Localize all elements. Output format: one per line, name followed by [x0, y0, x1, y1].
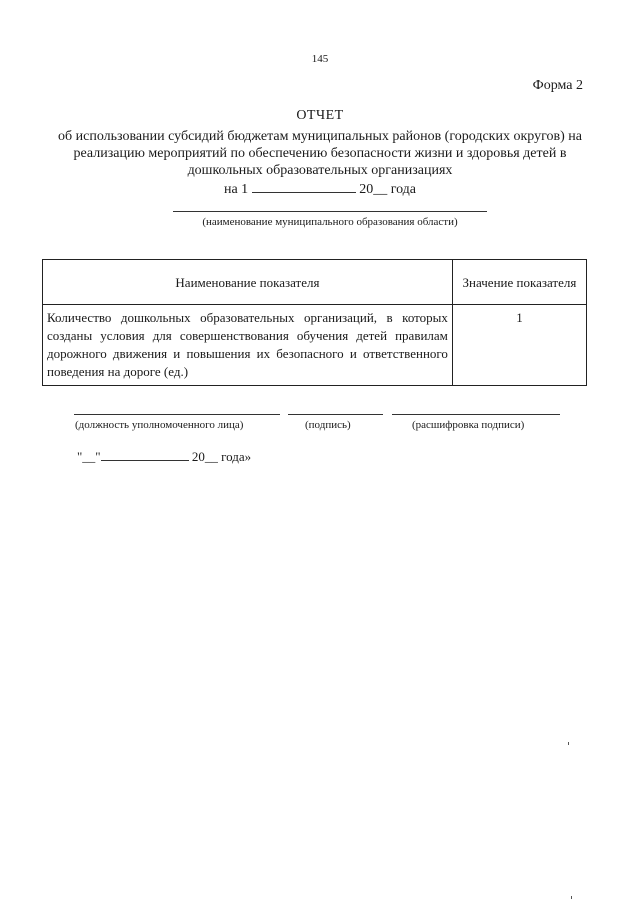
org-name-line	[173, 211, 487, 212]
header-indicator-value: Значение показателя	[452, 260, 586, 305]
indicator-name-cell	[43, 305, 453, 386]
indicator-value-text: 1	[516, 310, 523, 325]
signature-caption: (подпись)	[305, 419, 351, 431]
scan-speck	[571, 896, 572, 899]
sign-date-month-blank	[101, 447, 189, 461]
report-subtitle: об использовании субсидий бюджетам муниципальных районов (городских округов) на реализацию мероприятий по обеспечению безопасности жизни и здоровья детей в дошкольных образовательных организациях	[58, 129, 582, 178]
page-number: 145	[311, 53, 329, 65]
header-indicator-name: Наименование показателя	[43, 260, 453, 305]
table-row	[43, 305, 587, 386]
decoding-line	[392, 414, 560, 415]
report-date-prefix: на 1	[223, 182, 249, 197]
sign-date-year: 20__ года»	[191, 449, 252, 464]
scan-speck	[568, 742, 569, 745]
indicator-value-cell	[452, 305, 586, 386]
signature-line	[288, 414, 383, 415]
sign-date-line	[77, 447, 251, 465]
form-label: Форма 2	[532, 78, 583, 93]
sign-date-day: "__"	[77, 449, 101, 464]
report-date-blank	[252, 179, 356, 193]
indicator-name-text: Количество дошкольных образовательных организаций, в которых созданы условия для совершенствования обучения детей правилам дорожного движения и повышения их безопасного и ответственного поведения на дороге (ед.)	[47, 310, 448, 379]
table-header-row	[43, 260, 587, 305]
position-line	[74, 414, 280, 415]
org-name-caption: (наименование муниципального образования области)	[202, 216, 458, 228]
indicators-table	[42, 259, 587, 386]
report-title: ОТЧЕТ	[296, 108, 344, 123]
report-date-line	[0, 179, 640, 198]
decoding-caption: (расшифровка подписи)	[412, 419, 525, 431]
position-caption: (должность уполномоченного лица)	[75, 419, 244, 431]
report-date-year: 20__	[359, 182, 388, 197]
report-date-suffix: года	[390, 182, 417, 197]
